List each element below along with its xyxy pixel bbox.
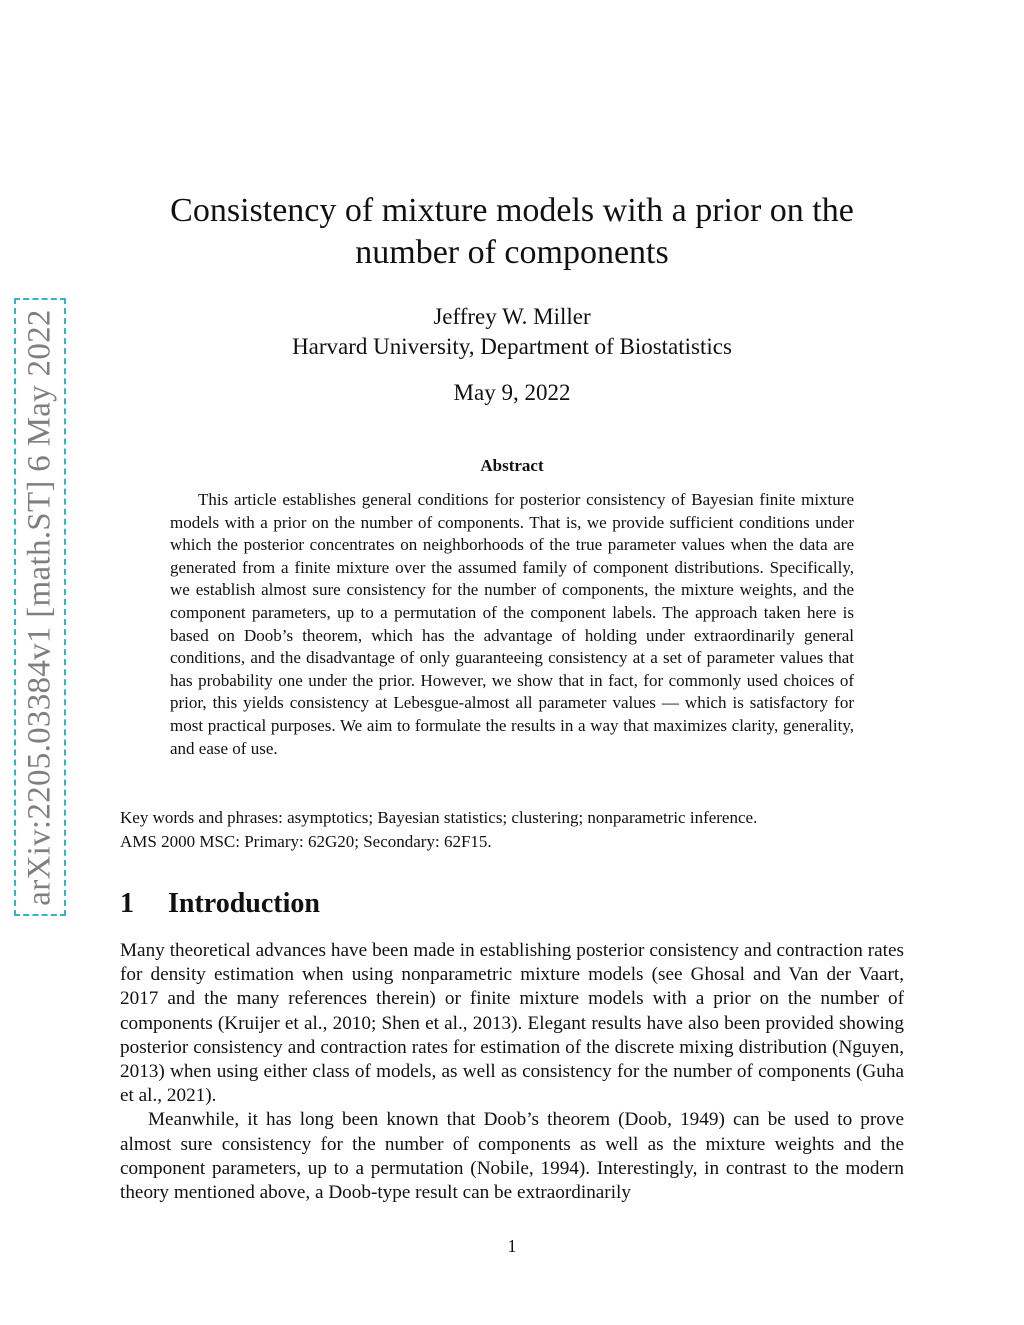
msc-line: AMS 2000 MSC: Primary: 62G20; Secondary: 62F15. xyxy=(120,832,492,851)
arxiv-identifier-stamp xyxy=(14,298,66,916)
section-heading-introduction xyxy=(120,886,904,922)
author-affiliation: Harvard University, Department of Biostatistics xyxy=(292,334,732,359)
introduction-body xyxy=(120,939,904,1205)
section-title: Introduction xyxy=(168,888,320,919)
keywords-line: Key words and phrases: asymptotics; Bayesian statistics; clustering; nonparametric inference. xyxy=(120,808,758,827)
abstract-text: This article establishes general conditions for posterior consistency of Bayesian finite mixture models with a prior on the number of components. That is, we provide sufficient conditions under which the posterior concentrates on neighborhoods of the true parameter values when the data are generated from a finite mixture over the assumed family of component distributions. Specifically, we establish almost sure consistency for the number of components, the mixture weights, and the component parameters, up to a permutation of the component labels. The approach taken here is based on Doob’s theorem, which has the advantage of holding under extraordinarily general conditions, and the disadvantage of only guaranteeing consistency at a set of parameter values that has probability one under the prior. However, we show that in fact, for commonly used choices of prior, this yields consistency at Lebesgue-almost all parameter values — which is satisfactory for most practical purposes. We aim to formulate the results in a way that maximizes clarity, generality, and ease of use. xyxy=(170,490,854,758)
paper-date: May 9, 2022 xyxy=(453,380,571,405)
section-number: 1 xyxy=(120,888,134,919)
abstract-heading: Abstract xyxy=(480,456,544,475)
paper-title: Consistency of mixture models with a prior on the number of components xyxy=(170,192,854,271)
paragraph: Many theoretical advances have been made in establishing posterior consistency and contraction rates for density estimation when using nonparametric mixture models (see Ghosal and Van der Vaart, 2017 and the many references therein) or finite mixture models with a prior on the number of components (Kruijer et al., 2010; Shen et al., 2013). Elegant results have also been provided showing posterior consistency and contraction rates for estimation of the discrete mixing distribution (Nguyen, 2013) when using either class of models, as well as consistency for the number of components (Guha et al., 2021). xyxy=(120,940,904,1107)
keywords-block xyxy=(120,806,904,854)
paragraph: Meanwhile, it has long been known that Doob’s theorem (Doob, 1949) can be used to prove almost sure consistency for the number of components as well as the mixture weights and the component parameters, up to a permutation (Nobile, 1994). Interestingly, in contrast to the modern theory mentioned above, a Doob-type result can be extraordinarily xyxy=(120,1109,904,1204)
author-name: Jeffrey W. Miller xyxy=(433,304,591,329)
page-number: 1 xyxy=(507,1236,517,1256)
arxiv-identifier-text: arXiv:2205.03384v1 [math.ST] 6 May 2022 xyxy=(21,308,58,906)
